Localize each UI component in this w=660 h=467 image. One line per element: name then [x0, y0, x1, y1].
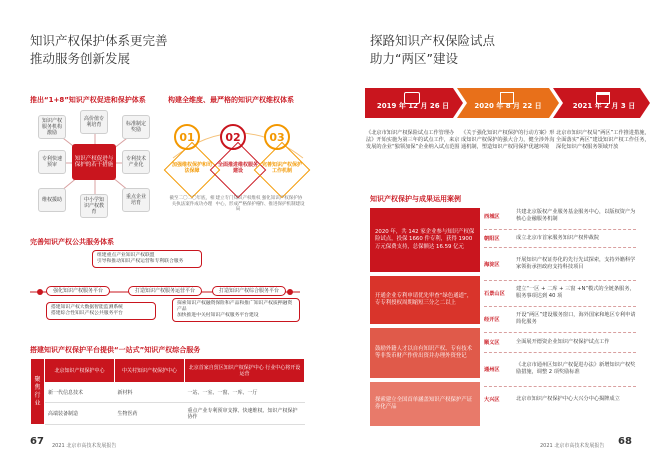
case-city: 海淀区 — [484, 261, 500, 268]
case-city: 大兴区 — [484, 396, 500, 403]
ring-item: 重点企业培育 — [122, 188, 150, 212]
table-row — [31, 383, 305, 403]
ring-item: 专利快速预审 — [38, 150, 66, 174]
pub-top — [92, 250, 202, 268]
sec4-title: 搭建知识产权保护平台提供“一站式”知识产权综合服务 — [30, 346, 201, 354]
case-desc: 建立“一区 + 二库 + 三窗 +N”模式的全链条服务，服务事项达到 40 项 — [516, 286, 635, 299]
case-desc: 全面展开德资企业知识产权保护试点工作 — [516, 338, 610, 345]
pub-bl-line: 搭建综合性知识产权公共服务平台 — [51, 311, 123, 316]
left-footer: 2021 北京市高技术发展报告 — [52, 443, 117, 449]
pub-mid: 打造知识产权综合服务平台 — [212, 286, 286, 296]
dim-num: 01 — [174, 124, 200, 150]
case-city: 经开区 — [484, 316, 500, 323]
case-summary-text: 探索建立全国首单涵盖知识产权保护产证券化产品 — [375, 396, 473, 410]
calendar-icon — [596, 92, 610, 104]
case-city: 西城区 — [484, 213, 500, 220]
chart-icon — [404, 92, 420, 104]
case-summary-text: 2020 年，共 142 家企业参与知识产权保险试点，投保 1660 件专利，获得 1900 万元保费支持，总保额达 16.59 亿元 — [375, 228, 475, 250]
right-title-line2: 助力“两区”建设 — [370, 51, 458, 66]
sec3-title: 完善知识产权公共服务体系 — [30, 238, 114, 246]
ring-item: 维权援助 — [38, 188, 66, 212]
timeline-date: 2019 年 12 月 26 日 — [376, 102, 450, 110]
case-desc: 开设“两区”建设服务窗口，海外国家和地区专利申请简化服务 — [516, 312, 636, 325]
cases-title: 知识产权保护与成果运用案例 — [370, 195, 461, 203]
case-desc: 开展知识产权证券化的先行先试探索，支持外籍科学家领衔承担政府支持科技项目 — [516, 257, 636, 270]
table-cell: 新材料 — [115, 383, 185, 403]
case-city: 顺义区 — [484, 339, 500, 346]
pub-mid: 打造知识产权服务运营平台 — [128, 286, 202, 296]
left-page-number: 67 — [30, 436, 44, 447]
table-header: 北京知识产权保护中心 — [45, 359, 115, 383]
table-header: 中关村知识产权保护中心 — [115, 359, 185, 383]
left-title-line2: 推动服务创新发展 — [30, 51, 131, 66]
dim-label: 全面推进维权服务建设 — [217, 162, 258, 174]
pub-top-line: 组建重点产业知识产权联盟 — [97, 253, 155, 258]
table-row — [31, 403, 305, 425]
ring-item: 高价值专利培育 — [80, 110, 108, 134]
dim-desc: 截至二〇二〇年底，相关执法案件成功办理 — [169, 196, 215, 207]
case-desc: 成立北京市首家服务知识产权仲裁院 — [516, 234, 600, 241]
core-measures: 知识产权促进与保护的若干措施 — [72, 144, 116, 180]
left-title-line1: 知识产权保护体系更完善 — [30, 33, 168, 48]
pub-top-line: 引导和推动知识产权运营和专利联合服务 — [97, 259, 184, 264]
dim-desc: 建立专门知识产权维权中心，形成严格保护格局 — [215, 196, 261, 212]
right-page-number: 68 — [618, 436, 632, 447]
pub-br — [172, 298, 300, 322]
dim-num: 02 — [220, 124, 246, 150]
ring-item: 中小学知识产权教育 — [80, 194, 108, 218]
case-summary-text: 鼓励外籍人才以自有知识产权、专有技术等非货币财产作价出资并办理外资登记 — [375, 345, 473, 359]
table-header: 北京首家自贸区知识产权保护中心 行业中心将开设运营 — [185, 359, 305, 383]
case-summary — [370, 208, 480, 272]
pub-bl — [46, 302, 156, 320]
table-cell: 重点产业专利预审支撑、快速维权、知识产权保护协作 — [185, 403, 305, 425]
case-divider — [484, 280, 636, 281]
ring-item: 专利技术产业化 — [122, 150, 150, 174]
case-summary — [370, 328, 480, 378]
box-icon — [500, 92, 514, 104]
pub-mid: 强化知识产权服务平台 — [46, 286, 110, 296]
dim-label: 加强维权保护和司法保障 — [171, 162, 212, 174]
case-desc: 北京市知识产权保护中心大兴分中心揭牌成立 — [516, 395, 620, 402]
platform-table — [30, 358, 305, 425]
timeline-desc: 《北京市知识产权保险试点工作管理办法》开始实施为第三年的试点工作，来京发展的企业“独领加保”企业纳入试点范围 — [366, 130, 460, 150]
case-divider — [484, 386, 636, 387]
case-divider — [484, 229, 636, 230]
case-divider — [484, 306, 636, 307]
ring-item: 标准制定奖励 — [122, 115, 150, 139]
dim-num: 03 — [264, 124, 290, 150]
case-desc: 共建北京版权产业服务基金服务中心，以版权资产为核心金融服务机制 — [516, 209, 636, 222]
case-city: 通州区 — [484, 366, 500, 373]
table-header-row — [31, 359, 305, 383]
case-summary — [370, 276, 480, 324]
table-side-label: 聚焦行业 — [31, 359, 45, 425]
case-divider — [484, 352, 636, 353]
table-cell: 一站、一室、一窗、一库、一厅 — [185, 383, 305, 403]
case-summary-text: 开通企业专利申请优先审查“绿色通道”，专专利授权周期缩短三分之二以上 — [375, 292, 473, 306]
right-title-line1: 探路知识产权保险试点 — [370, 33, 496, 48]
pub-br-line: 探索知识产权融资保险和产品和推广知识产权质押融资产品 — [177, 301, 293, 312]
timeline-date: 2021 年 2 月 3 日 — [572, 102, 636, 110]
case-divider — [484, 332, 636, 333]
timeline-desc: 北京市知识产权局“两区”工作推进措施，全面落实“两区”建设知识产权工作任务，深化知识产权服务领域开放 — [556, 130, 650, 150]
case-desc: 《北京市通州区知识产权促进办法》新增知识产权奖励措施，调整 2 项奖励标准 — [516, 362, 636, 375]
ring-item: 知识产权服务机构激励 — [38, 115, 66, 139]
timeline-desc: 《关于强化知识产权保护的行动方案》形成知识产权保护的强大合力，健全涉外沟通机制，塑造知识产权同保护优越环境 — [461, 130, 555, 150]
dim-desc: 强化知识产权保护协作、推进保护机制建设 — [259, 196, 305, 207]
pub-bl-line: 搭建知识产权大数据智能监测系统 — [51, 305, 123, 310]
table-cell: 新一代信息技术 — [45, 383, 115, 403]
case-city: 石景山区 — [484, 290, 505, 297]
pub-br-line: 加快推进中关村知识产权服务平台建设 — [177, 313, 259, 318]
sec2-title: 构建全维度、最严格的知识产权维权体系 — [168, 96, 294, 104]
case-city: 朝阳区 — [484, 235, 500, 242]
case-divider — [484, 247, 636, 248]
table-cell: 高端装备制造 — [45, 403, 115, 425]
right-footer: 2021 北京市高技术发展报告 — [540, 443, 605, 449]
case-summary — [370, 382, 480, 426]
table-cell: 生物医药 — [115, 403, 185, 425]
sec1-title: 推出“1+8”知识产权促进和保护体系 — [30, 96, 146, 104]
dim-label: 完善知识产权保护工作机制 — [261, 162, 302, 174]
timeline-date: 2020 年 8 月 22 日 — [474, 102, 542, 110]
